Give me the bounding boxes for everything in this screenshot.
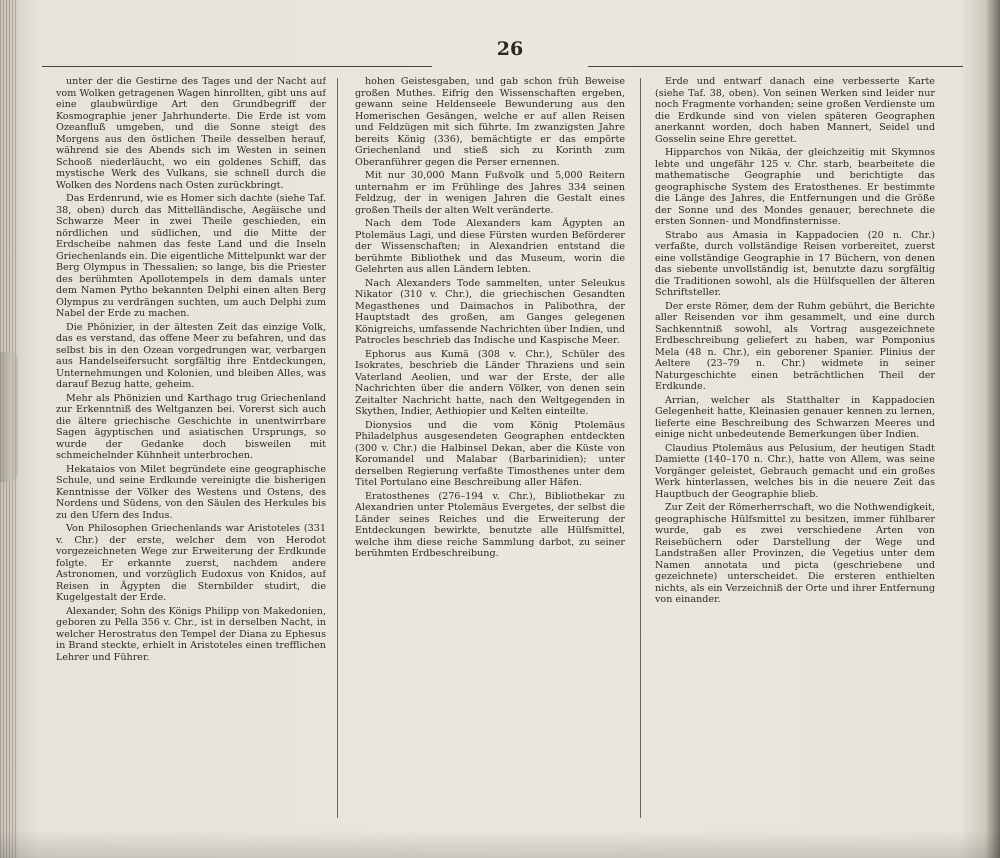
paragraph: Ephorus aus Kumä (308 v. Chr.), Schüler des Isokrates, beschrieb die Länder Thraziens und sein Vaterland Aeolien, und war der Erste, der alle Nachrichten über die andern Völker, von denen sein Zeitalter Nachricht hatte, nach den Weltgegenden in Skythen, Indier, Aethiopier und Kelten einteilte. <box>355 348 625 417</box>
paragraph: Von Philosophen Griechenlands war Aristoteles (331 v. Chr.) der erste, welcher dem von Herodot vorgezeichneten Wege zur Erweiterung der Erdkunde folgte. Er erkannte zuerst, nachdem andere Astronomen, und vorzüglich Eudoxus von Knidos, auf Reisen in Ägypten die Sternbilder studirt, die Kugelgestalt der Erde. <box>56 523 326 603</box>
paragraph: Claudius Ptolemäus aus Pelusium, der heutigen Stadt Damiette (140–170 n. Chr.), hatte von Allem, was seine Vorgänger geleistet, Gebrauch gemacht und ein großes Werk hinterlassen, welches bis in die neuere Zeit das Hauptbuch der Geographie blieb. <box>655 442 935 500</box>
paragraph: Hekataios von Milet begründete eine geographische Schule, und seine Erdkunde vereinigte die bisherigen Kenntnisse der Völker des Westens und Ostens, des Nordens und Südens, von den Säulen des Herkules bis zu den Ufern des Indus. <box>56 463 326 521</box>
paragraph: Hipparchos von Nikäa, der gleichzeitig mit Skymnos lebte und ungefähr 125 v. Chr. starb, bearbeitete die mathematische Geographie und berichtigte das geographische System des Eratosthenes. Er bestimmte die Länge des Jahres, die Entfernungen und die Größe der Sonne und des Mondes genauer, berechnete die ersten Sonnen- und Mondfinsternisse. <box>655 147 935 227</box>
column-divider <box>337 78 338 818</box>
paragraph: Erde und entwarf danach eine verbesserte Karte (siehe Taf. 38, oben). Von seinen Werken sind leider nur noch Fragmente vorhanden; seine großen Verdienste um die Erdkunde sind von vielen späteren Geographen anerkannt worden, doch haben Mannert, Seidel und Gosselin seine Ehre gerettet. <box>655 76 935 145</box>
text-column-1 <box>56 76 326 836</box>
header-rule-right <box>588 66 963 67</box>
paragraph: Zur Zeit der Römerherrschaft, wo die Nothwendigkeit, geographische Hülfsmittel zu besitzen, immer fühlbarer wurde, gab es zwei verschiedene Arten von Reisebüchern oder Darstellung der Wege und Landstraßen aller Provinzen, die Vegetius unter dem Namen annotata und picta (geschriebene und gezeichnete) unterscheidet. Die ersteren enthielten nichts, als ein Verzeichniß der Orte und ihrer Entfernung von einander. <box>655 502 935 605</box>
column-divider <box>640 78 641 818</box>
page-clip-shadow <box>0 352 18 482</box>
paragraph: Nach dem Tode Alexanders kam Ägypten an Ptolemäus Lagi, und diese Fürsten wurden Beförderer der Wissenschaften; in Alexandrien entstand die berühmte Bibliothek und das Museum, worin die Gelehrten aus allen Ländern lebten. <box>355 218 625 275</box>
text-column-2 <box>355 76 625 836</box>
paragraph: Arrian, welcher als Statthalter in Kappadocien Gelegenheit hatte, Kleinasien genauer kennen zu lernen, lieferte eine Beschreibung des Schwarzen Meeres und einige nicht unbedeutende Bemerkungen über Indien. <box>655 394 935 440</box>
page-number: 26 <box>496 38 524 60</box>
paragraph: Das Erdenrund, wie es Homer sich dachte (siehe Taf. 38, oben) durch das Mittelländische, Aegäische und Schwarze Meer in zwei Theile geschieden, ein nördlichen und südlichen, und die Mitte der Erdscheibe nahmen das feste Land und die Inseln Griechenlands ein. Die eigentliche Mittelpunkt war der Berg Olympus in Thessalien; so lange, bis die Priester des berühmten Apollotempels in dem damals unter dem Namen Pytho bekannten Delphi einen alten Berg Olympus zu verdrängen suchten, um auch Delphi zum Nabel der Erde zu machen. <box>56 193 326 319</box>
paragraph: hohen Geistesgaben, und gab schon früh Beweise großen Muthes. Eifrig den Wissenschaften ergeben, gewann seine Heldenseele Bewunderung aus den Homerischen Gesängen, welche er auf allen Reisen und Feldzügen mit sich führte. Im zwanzigsten Jahre bereits König (336), bemächtigte er das empörte Griechenland und stieß sich zu Korinth zum Oberanführer gegen die Perser ernennen. <box>355 76 625 168</box>
header-rule-left <box>42 66 432 67</box>
paragraph: Nach Alexanders Tode sammelten, unter Seleukus Nikator (310 v. Chr.), die griechischen Gesandten Megasthenes und Daimachos in Palibothra, der Hauptstadt des großen, am Ganges gelegenen Königreichs, umfassende Nachrichten über Indien, und Patrocles beschrieb das Indische und Kaspische Meer. <box>355 277 625 346</box>
paragraph: Die Phönizier, in der ältesten Zeit das einzige Volk, das es verstand, das offene Meer zu befahren, und das selbst bis in den Ozean vorgedrungen war, verbargen aus Handelseifersucht sorgfältig ihre Entdeckungen, Unternehmungen und Kolonien, und bleiben Alles, was darauf Bezug hatte, geheim. <box>56 321 326 390</box>
paragraph: Der erste Römer, dem der Ruhm gebührt, die Berichte aller Reisenden vor ihm gesammelt, und eine durch Sachkenntniß sowohl, als Vortrag ausgezeichnete Erdbeschreibung geliefert zu haben, war Pomponius Mela (48 n. Chr.), ein geborener Spanier. Plinius der Aeltere (23–79 n. Chr.) widmete in seiner Naturgeschichte einen beträchtlichen Theil der Erdkunde. <box>655 300 935 392</box>
paragraph: Alexander, Sohn des Königs Philipp von Makedonien, geboren zu Pella 356 v. Chr., ist in derselben Nacht, in welcher Herostratus den Tempel der Diana zu Ephesus in Brand steckte, erhielt in Aristoteles einen trefflichen Lehrer und Führer. <box>56 605 326 663</box>
text-column-3 <box>655 76 935 836</box>
paragraph: Dionysios und die vom König Ptolemäus Philadelphus ausgesendeten Geographen entdeckten (300 v. Chr.) die Halbinsel Dekan, aber die Küste von Koromandel und Malabar (Barbarinidien); unter derselben Regierung verfaßte Timosthenes unter dem Titel Portulano eine Beschreibung aller Häfen. <box>355 419 625 488</box>
paragraph: Mit nur 30,000 Mann Fußvolk und 5,000 Reitern unternahm er im Frühlinge des Jahres 334 seinen Feldzug, der in wenigen Jahren die Gestalt eines großen Theils der alten Welt veränderte. <box>355 170 625 216</box>
paragraph: unter der die Gestirne des Tages und der Nacht auf vom Wolken getragenen Wagen hinrollten, gibt uns auf eine glaubwürdige Art den Grundbegriff der Kosmographie jener Jahrhunderte. Die Erde ist vom Ozeanfluß umgeben, und die Sonne steigt des Morgens aus den östlichen Theile desselben herauf, während sie des Abends sich im Westen in seinen Schooß niederläucht, wo ein goldenes Schiff, das mystische Werk des Vulkans, sie schnell durch die Wolken des Nordens nach Osten zurückbringt. <box>56 76 326 191</box>
paragraph: Mehr als Phönizien und Karthago trug Griechenland zur Erkenntniß des Weltganzen bei. Vorerst sich auch die ältere griechische Geschichte in unentwirrbare Sagen ägyptischen und asiatischen Ursprungs, so wurde der Gedanke doch bisweilen mit schmeichelnder Kühnheit unterbrochen. <box>56 392 326 461</box>
paragraph: Strabo aus Amasia in Kappadocien (20 n. Chr.) verfaßte, durch vollständige Reisen vorbereitet, zuerst eine vollständige Geographie in 17 Büchern, von denen das siebente unvollständig ist, benutzte dazu sorgfältig die Traditionen sowohl, als die Hülfsquellen der älteren Schriftsteller. <box>655 229 935 298</box>
paragraph: Eratosthenes (276–194 v. Chr.), Bibliothekar zu Alexandrien unter Ptolemäus Evergetes, der selbst die Länder seines Reiches und die Erweiterung der Entdeckungen bewirkte, benutzte alle Hülfsmittel, welche ihm diese reiche Sammlung darbot, zu seiner berühmten Erdbeschreibung. <box>355 490 625 559</box>
bottom-shadow <box>0 830 1000 858</box>
